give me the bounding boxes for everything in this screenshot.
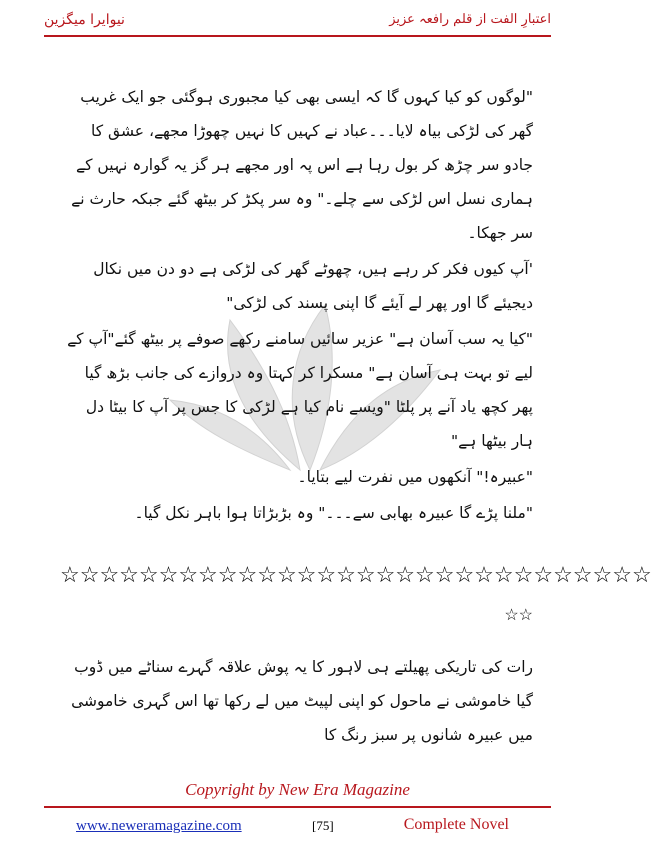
paragraph-5: "ملنا پڑے گا عبیرہ بھابی سے۔۔۔" وہ بڑبڑاتا ہوا باہر نکل گیا۔ bbox=[134, 504, 533, 522]
footer-divider bbox=[44, 806, 551, 808]
story-text-block bbox=[62, 80, 533, 530]
paragraph-1: "لوگوں کو کیا کہوں گا کہ ایسی بھی کیا مجبوری ہوگئی جو ایک غریب گھر کی لڑکی بیاہ لایا۔۔۔عباد نے کہیں کا نہیں چھوڑا مجھے، عشق کا جادو سر چڑھ کر بول رہا ہے اس پہ اور مجھے ہر گز یہ گوارہ نہیں کے ہماری نسل اس لڑکی سے چلے۔" وہ سر پکڑ کر بیٹھ گئے جبکہ حارث نے سر جھکا۔ bbox=[71, 88, 533, 242]
star-separator-small: ☆☆ bbox=[504, 605, 533, 624]
page-number: [75] bbox=[312, 818, 334, 833]
copyright-notice: Copyright by New Era Magazine bbox=[185, 780, 410, 799]
story-text-continuation bbox=[62, 650, 533, 752]
paragraph-4: "عبیرہ!" آنکھوں میں نفرت لیے بتایا۔ bbox=[297, 468, 533, 486]
section-label: Complete Novel bbox=[403, 816, 509, 833]
star-separator: ☆☆☆☆☆☆☆☆☆☆☆☆☆☆☆☆☆☆☆☆☆☆☆☆☆☆☆☆☆☆ bbox=[60, 563, 652, 588]
header-divider bbox=[44, 35, 551, 37]
paragraph-3: "کیا یہ سب آسان ہے" عزیر سائیں سامنے رکھے صوفے پر بیٹھ گئے"آپ کے لیے تو بہت ہی آسان ہے" مسکرا کر کہتا وہ دروازے کی جانب بڑھ گیا پھر کچھ یاد آنے پر پلٹا "ویسے نام کیا ہے لڑکی کا جس پر آپ کا بیٹا دل ہار بیٹھا ہے" bbox=[67, 330, 533, 450]
novel-title: اعتبارِ الفت از قلم رافعہ عزیز bbox=[389, 12, 551, 27]
magazine-title: نیوایرا میگزین bbox=[44, 12, 125, 28]
paragraph-6: رات کی تاریکی پھیلتے ہی لاہور کا یہ پوش علاقہ گہرے سناٹے میں ڈوب گیا خاموشی نے ماحول کو اپنی لپیٹ میں لے رکھا تھا اس گہری خاموشی میں عبیرہ شانوں پر سبز رنگ کا bbox=[71, 658, 533, 744]
website-link[interactable]: www.neweramagazine.com bbox=[76, 818, 242, 834]
paragraph-2: 'آپ کیوں فکر کر رہے ہیں، چھوٹے گھر کی لڑکی ہے دو دن میں نکال دیجیئے گا اور پھر لے آیئے گا اپنی پسند کی لڑکی" bbox=[93, 260, 533, 312]
